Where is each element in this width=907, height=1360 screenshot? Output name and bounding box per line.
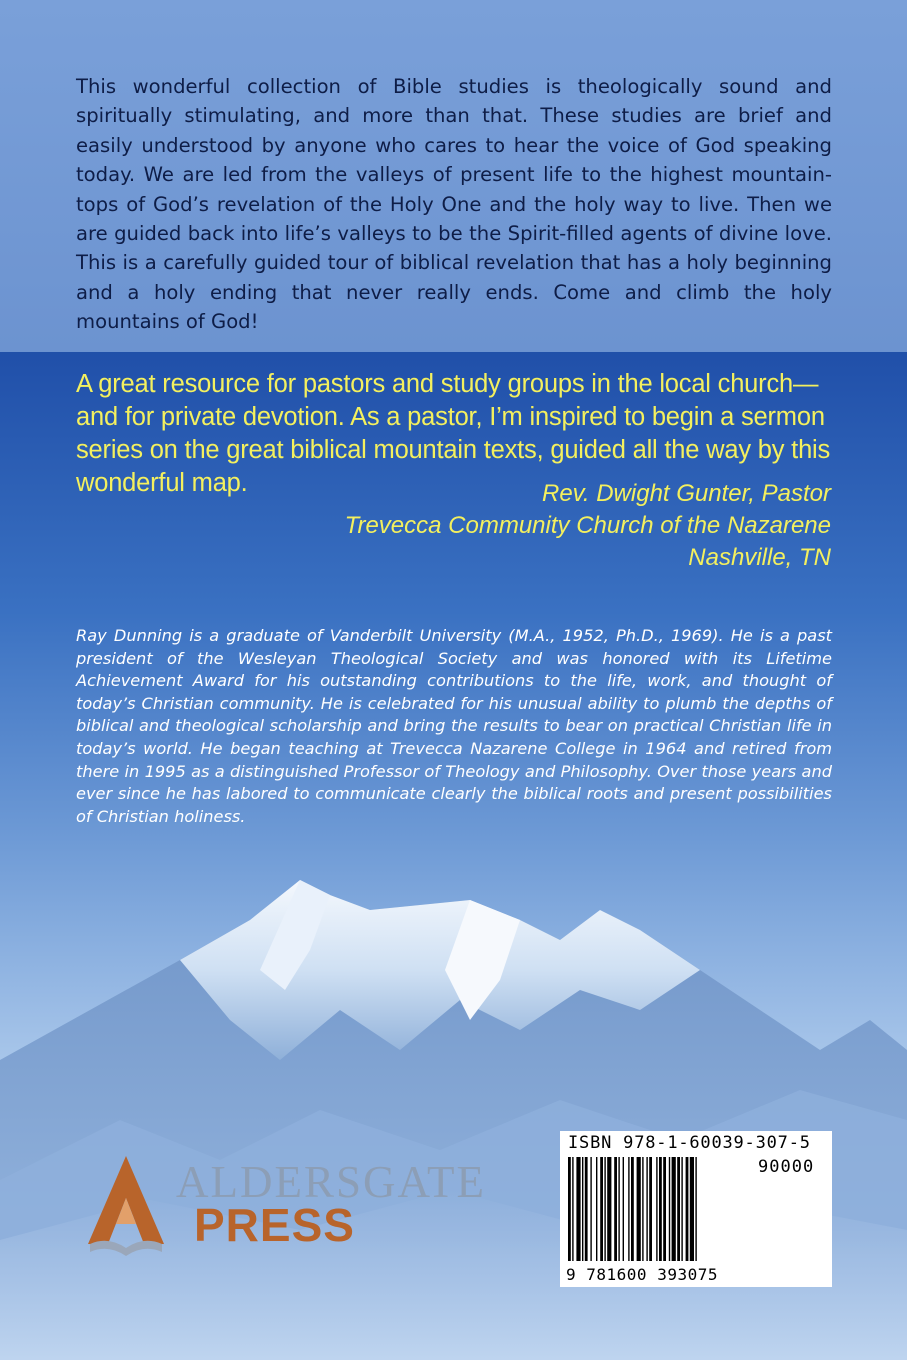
endorser-name: Rev. Dwight Gunter, Pastor <box>541 480 831 507</box>
book-blurb: This wonderful collection of Bible studies is theologically sound and spiritually stimulating, and more than that. These studies are brief and easily understood by anyone who cares to hear the voice of God speaking today. We are led from the valleys of present life to the highest mountain-tops of God’s revelation of the Holy One and the holy way to live. Then we are guided back into life’s valleys to be the Spirit-filled agents of divine love. This is a carefully guided tour of biblical revelation that has a holy beginning and a holy ending that never really ends. Come and climb the holy mountains of God! <box>76 75 832 334</box>
barcode-bars <box>566 1157 756 1265</box>
publisher-name-line1: ALDERSGATE <box>176 1157 486 1207</box>
price-code: 90000 <box>758 1157 815 1177</box>
endorser-location: Nashville, TN <box>688 544 831 571</box>
author-bio: Ray Dunning is a graduate of Vanderbilt University (M.A., 1952, Ph.D., 1969). He is a past president of the Wesleyan Theological Society and was honored with its Lifetime Achievement Award for his outstanding contributions to the life, work, and thought of today’s Christian community. He is celebrated for his unusual ability to plumb the depths of biblical and theological scholarship and bring the results to bear on practical Christian life in today’s world. He began teaching at Trevecca Nazarene College in 1964 and retired from there in 1995 as a distinguished Professor of Theology and Philosophy. Over those years and ever since he has labored to communicate clearly the biblical roots and present possibilities of Christian holiness. <box>76 626 832 826</box>
isbn-barcode <box>560 1131 832 1287</box>
endorser-church: Trevecca Community Church of the Nazarene <box>344 512 831 539</box>
endorsement-quote: A great resource for pastors and study groups in the local church—and for private devotion. As a pastor, I’m inspired to begin a sermon series on the great biblical mountain texts, guided all the way by this wonderful map. <box>76 370 831 497</box>
publisher-logo <box>76 1152 496 1262</box>
publisher-emblem-icon <box>76 1152 176 1262</box>
publisher-name-line2: PRESS <box>194 1199 355 1251</box>
isbn-label: ISBN 978-1-60039-307-5 <box>568 1133 811 1153</box>
ean-number: 9 781600 393075 <box>566 1265 718 1284</box>
